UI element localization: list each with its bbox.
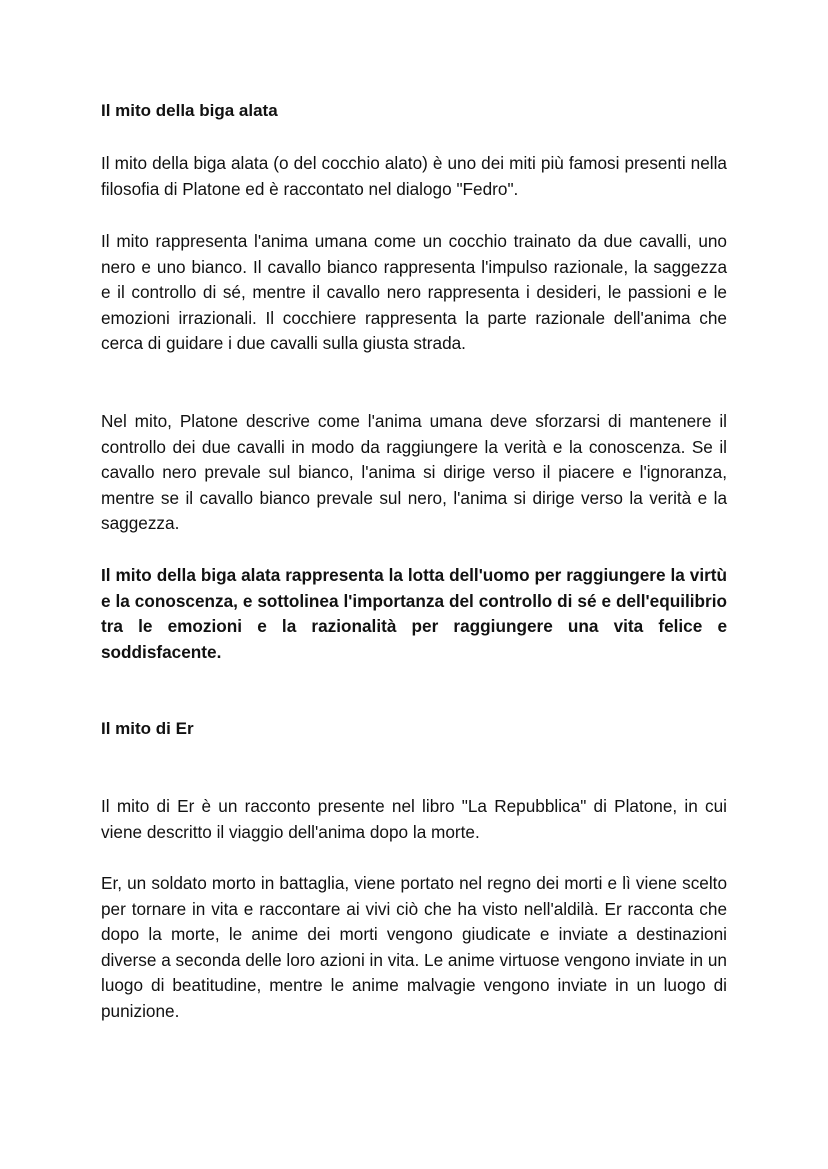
paragraph-controllo-cavalli: Nel mito, Platone descrive come l'anima umana deve sforzarsi di mantenere il controllo dei due cavalli in modo da raggiungere la verità e la conoscenza. Se il cavallo nero prevale sul bianco, l'anima si dirige verso il piacere e l'ignoranza, mentre se il cavallo bianco prevale sul nero, l'anima si dirige verso la verità e la saggezza. xyxy=(101,411,727,534)
section-title-biga-alata: Il mito della biga alata xyxy=(101,101,278,120)
paragraph-intro-biga: Il mito della biga alata (o del cocchio alato) è uno dei miti più famosi presenti nella filosofia di Platone ed è raccontato nel dialogo "Fedro". xyxy=(101,153,727,199)
paragraph-conclusione-biga: Il mito della biga alata rappresenta la lotta dell'uomo per raggiungere la virtù e la conoscenza, e sottolinea l'importanza del controllo di sé e dell'equilibrio tra le emozioni e la razionalità per raggiungere una vita felice e soddisfacente. xyxy=(101,565,727,662)
paragraph-intro-er: Il mito di Er è un racconto presente nel libro "La Repubblica" di Platone, in cui viene descritto il viaggio dell'anima dopo la morte. xyxy=(101,796,727,842)
paragraph-racconto-er: Er, un soldato morto in battaglia, viene portato nel regno dei morti e lì viene scelto per tornare in vita e raccontare ai vivi ciò che ha visto nell'aldilà. Er racconta che dopo la morte, le anime dei morti vengono giudicate e inviate a destinazioni diverse a seconda delle loro azioni in vita. Le anime virtuose vengono inviate in un luogo di beatitudine, mentre le anime malvagie vengono inviate in un luogo di punizione. xyxy=(101,873,727,1021)
paragraph-anima-cocchio: Il mito rappresenta l'anima umana come un cocchio trainato da due cavalli, uno nero e uno bianco. Il cavallo bianco rappresenta l'impulso razionale, la saggezza e il controllo di sé, mentre il cavallo nero rappresenta i desideri, le passioni e le emozioni irrazionali. Il cocchiere rappresenta la parte razionale dell'anima che cerca di guidare i due cavalli sulla giusta strada. xyxy=(101,231,727,354)
section-title-mito-er: Il mito di Er xyxy=(101,719,194,738)
